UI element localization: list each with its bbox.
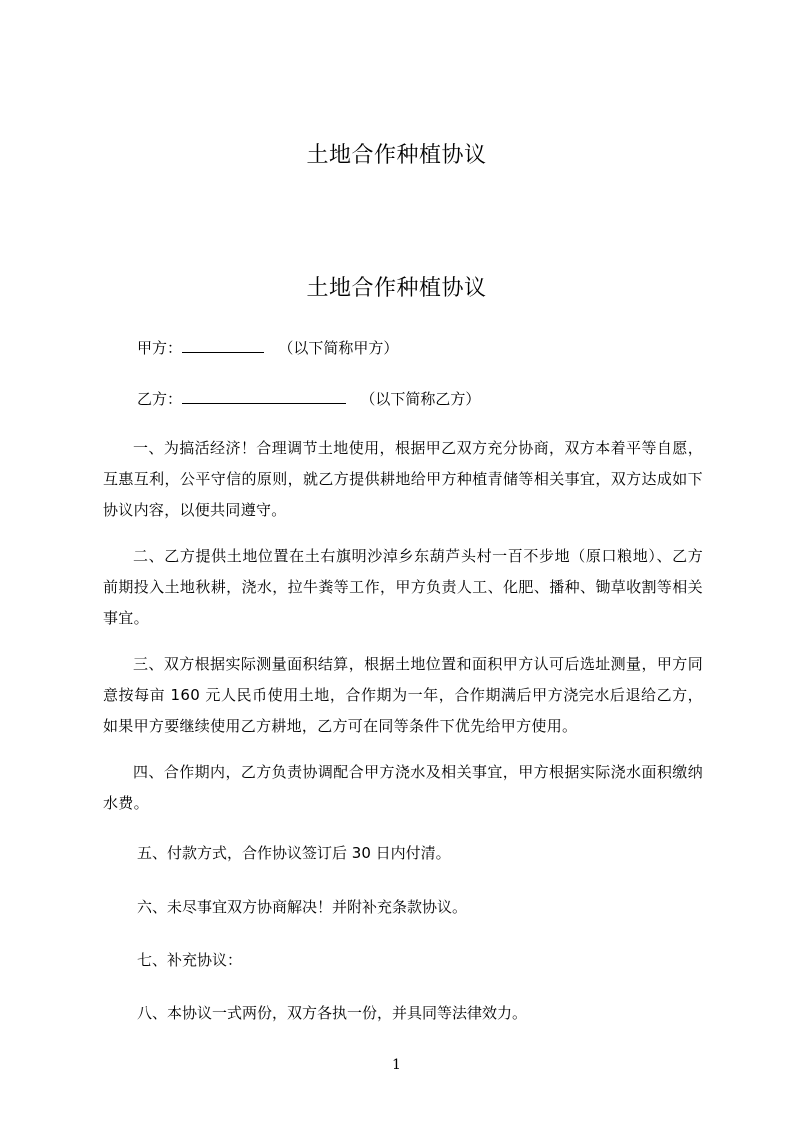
party-a-label: 甲方： bbox=[137, 339, 183, 357]
clause-7: 七、补充协议： bbox=[137, 951, 243, 969]
party-a-blank-field bbox=[182, 338, 264, 353]
page-number: 1 bbox=[392, 1057, 401, 1073]
party-a-line bbox=[137, 338, 398, 358]
clause-4: 四、合作期内，乙方负责协调配合甲方浇水及相关事宜，甲方根据实际浇水面积缴纳水费。 bbox=[103, 763, 703, 812]
agreement-title: 土地合作种植协议 bbox=[306, 276, 487, 301]
party-b-note: （以下简称乙方） bbox=[360, 390, 481, 408]
party-b-blank-field bbox=[182, 389, 346, 404]
document-header-title: 土地合作种植协议 bbox=[306, 143, 487, 168]
clause-1: 一、为搞活经济！合理调节土地使用，根据甲乙双方充分协商，双方本着平等自愿，互惠互利，公平守信的原则，就乙方提供耕地给甲方种植青储等相关事宜，双方达成如下协议内容，以便共同遵守。 bbox=[103, 439, 703, 519]
clause-6: 六、未尽事宜双方协商解决！并附补充条款协议。 bbox=[137, 898, 468, 916]
party-b-line bbox=[137, 389, 480, 409]
party-a-note: （以下简称甲方） bbox=[278, 339, 399, 357]
clause-2: 二、乙方提供土地位置在土右旗明沙淖乡东葫芦头村一百不步地（原口粮地）、乙方前期投入土地秋耕，浇水，拉牛粪等工作，甲方负责人工、化肥、播种、锄草收割等相关事宜。 bbox=[103, 547, 703, 627]
clause-5: 五、付款方式，合作协议签订后 30 日内付清。 bbox=[137, 844, 451, 862]
party-b-label: 乙方： bbox=[137, 390, 183, 408]
clause-3: 三、双方根据实际测量面积结算，根据土地位置和面积甲方认可后选址测量，甲方同意按每亩 160 元人民币使用土地，合作期为一年，合作期满后甲方浇完水后退给乙方，如果甲方要继续使用乙方耕地，乙方可在同等条件下优先给甲方使用。 bbox=[103, 655, 703, 735]
clause-8: 八、本协议一式两份，双方各执一份，并具同等法律效力。 bbox=[137, 1004, 528, 1022]
